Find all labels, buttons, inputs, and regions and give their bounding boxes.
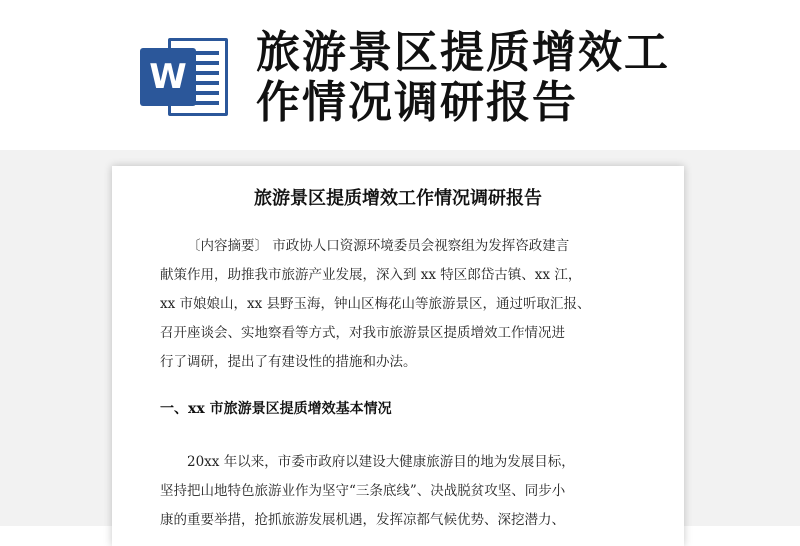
- abstract-line: 行了调研，提出了有建设性的措施和办法。: [160, 354, 417, 370]
- word-document-icon: [140, 38, 230, 116]
- section-heading: 一、xx 市旅游景区提质增效基本情况: [160, 401, 392, 417]
- word-badge: W: [140, 48, 196, 106]
- header-banner: [0, 0, 800, 150]
- body-line: 坚持把山地特色旅游业作为坚守“三条底线”、决战脱贫攻坚、同步小: [160, 483, 566, 499]
- body-line: 康的重要举措，抢抓旅游发展机遇，发挥凉都气候优势、深挖潜力、: [160, 512, 565, 528]
- body-line: 20xx 年以来，市委市政府以建设大健康旅游目的地为发展目标，: [187, 454, 575, 470]
- abstract-line: 〔内容摘要〕 市政协人口资源环境委员会视察组为发挥咨政建言: [187, 238, 570, 254]
- header-title-line-2: 作情况调研报告: [256, 77, 578, 128]
- document-title: 旅游景区提质增效工作情况调研报告: [254, 188, 542, 209]
- header-title: [256, 28, 776, 128]
- abstract-line: 召开座谈会、实地察看等方式，对我市旅游景区提质增效工作情况进: [160, 325, 565, 341]
- abstract-paragraph: [160, 232, 640, 377]
- document-page: [112, 166, 684, 546]
- abstract-line: xx 市娘娘山，xx 县野玉海，钟山区梅花山等旅游景区，通过听取汇报、: [160, 296, 591, 312]
- abstract-line: 献策作用，助推我市旅游产业发展，深入到 xx 特区郎岱古镇、xx 江，: [160, 267, 582, 283]
- body-paragraph: [160, 448, 640, 535]
- header-title-line-1: 旅游景区提质增效工: [256, 27, 670, 78]
